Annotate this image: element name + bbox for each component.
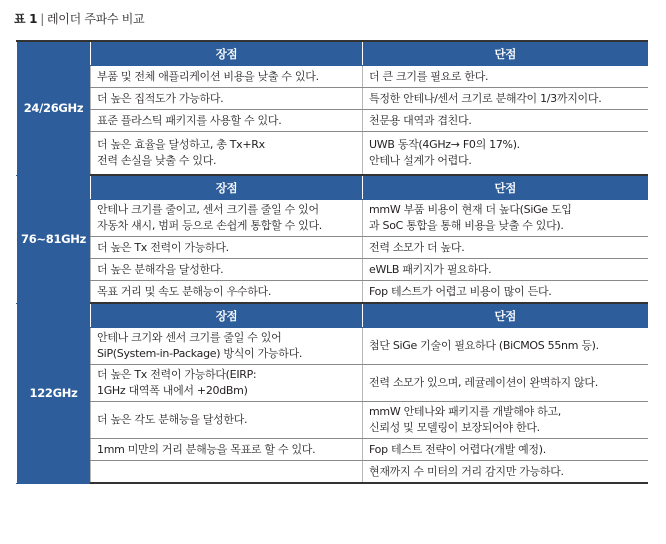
disadvantage-cell [363,402,648,439]
group-header-row [17,175,648,200]
cell-line: eWLB 패키지가 필요하다. [369,262,492,276]
cell-line: 표준 플라스틱 패키지를 사용할 수 있다. [97,113,282,127]
frequency-label: 76~81GHz [17,175,91,303]
disadvantage-cell [363,328,648,365]
disadvantage-cell [363,66,648,88]
cell-line: mmW 안테나와 패키지를 개발해야 하고, [369,405,561,418]
cell-line: 현재까지 수 미터의 거리 감지만 가능하다. [369,464,564,478]
cell-line: 전력 손실을 낮출 수 있다. [97,154,217,167]
cell-line: 더 높은 Tx 전력이 가능하다(EIRP: [97,368,257,381]
group-header-row [17,41,648,66]
table-row [17,66,648,88]
table-row [17,402,648,439]
disadvantages-header: 단점 [363,41,648,66]
advantages-header: 장점 [91,41,363,66]
cell-line: Fop 테스트가 어렵고 비용이 많이 든다. [369,284,552,298]
cell-line: 신뢰성 및 모델링이 보장되어야 한다. [369,421,540,434]
comparison-table-body [17,41,648,483]
cell-line: 더 높은 효율을 달성하고, 총 Tx+Rx [97,138,265,151]
cell-line: 1mm 미만의 거리 분해능을 목표로 할 수 있다. [97,442,316,456]
disadvantage-cell [363,110,648,132]
cell-line: UWB 동작(4GHz→ F0의 17%). [369,138,520,151]
caption-title: 레이더 주파수 비교 [46,12,145,26]
cell-line: 특정한 안테나/센서 크기로 분해각이 1/3까지이다. [369,91,602,105]
disadvantage-cell [363,365,648,402]
advantage-cell [91,200,363,237]
table-row [17,328,648,365]
cell-line: 더 높은 집적도가 가능하다. [97,91,224,105]
disadvantage-cell [363,259,648,281]
disadvantage-cell [363,88,648,110]
cell-line: 안테나 설계가 어렵다. [369,154,472,167]
frequency-label: 122GHz [17,303,91,483]
table-row [17,259,648,281]
disadvantages-header: 단점 [363,175,648,200]
group-header-row [17,303,648,328]
table-row [17,200,648,237]
cell-line: Fop 테스트 전략이 어렵다(개발 예정). [369,442,546,456]
disadvantage-cell [363,237,648,259]
advantage-cell [91,66,363,88]
disadvantages-header: 단점 [363,303,648,328]
disadvantage-cell [363,132,648,176]
disadvantage-cell [363,439,648,461]
advantage-cell [91,365,363,402]
advantage-cell [91,328,363,365]
table-row [17,461,648,484]
cell-line: 1GHz 대역폭 내에서 +20dBm) [97,384,248,397]
frequency-label: 24/26GHz [17,41,91,175]
caption-label: 표 1 [14,12,38,26]
disadvantage-cell [363,200,648,237]
cell-line: 전력 소모가 더 높다. [369,240,465,254]
table-row [17,88,648,110]
advantage-cell [91,439,363,461]
table-row [17,365,648,402]
advantage-cell [91,237,363,259]
table-row [17,110,648,132]
cell-line: 목표 거리 및 속도 분해능이 우수하다. [97,284,272,298]
advantages-header: 장점 [91,303,363,328]
cell-line: 천문용 대역과 겹친다. [369,113,472,127]
disadvantage-cell [363,461,648,484]
cell-line: 더 높은 분해각을 달성한다. [97,262,224,276]
advantage-cell [91,461,363,484]
disadvantage-cell [363,281,648,304]
cell-line: 첨단 SiGe 기술이 필요하다 (BiCMOS 55nm 등). [369,339,599,352]
cell-line: 자동차 섀시, 범퍼 등으로 손쉽게 통합할 수 있다. [97,219,322,232]
advantage-cell [91,281,363,304]
advantage-cell [91,259,363,281]
caption-separator: | [40,12,44,26]
advantage-cell [91,402,363,439]
advantage-cell [91,132,363,176]
table-row [17,281,648,304]
cell-line: 더 높은 Tx 전력이 가능하다. [97,240,229,254]
cell-line: 부품 및 전체 애플리케이션 비용을 낮출 수 있다. [97,69,319,83]
table-caption [14,10,144,27]
table-row [17,237,648,259]
advantage-cell [91,88,363,110]
advantages-header: 장점 [91,175,363,200]
cell-line: 안테나 크기와 센서 크기를 줄일 수 있어 [97,331,282,344]
cell-line: 더 높은 각도 분해능을 달성한다. [97,413,248,426]
advantage-cell [91,110,363,132]
cell-line: 안테나 크기를 줄이고, 센서 크기를 줄일 수 있어 [97,203,319,216]
cell-line: 과 SoC 통합을 통해 비용을 낮출 수 있다). [369,219,564,232]
table-row [17,439,648,461]
comparison-table [16,40,648,484]
table-row [17,132,648,176]
cell-line: 더 큰 크기를 필요로 한다. [369,69,489,83]
cell-line: mmW 부품 비용이 현재 더 높다(SiGe 도입 [369,203,572,216]
cell-line: SiP(System-in-Package) 방식이 가능하다. [97,347,303,360]
cell-line: 전력 소모가 있으며, 레귤레이션이 완벽하지 않다. [369,376,598,389]
